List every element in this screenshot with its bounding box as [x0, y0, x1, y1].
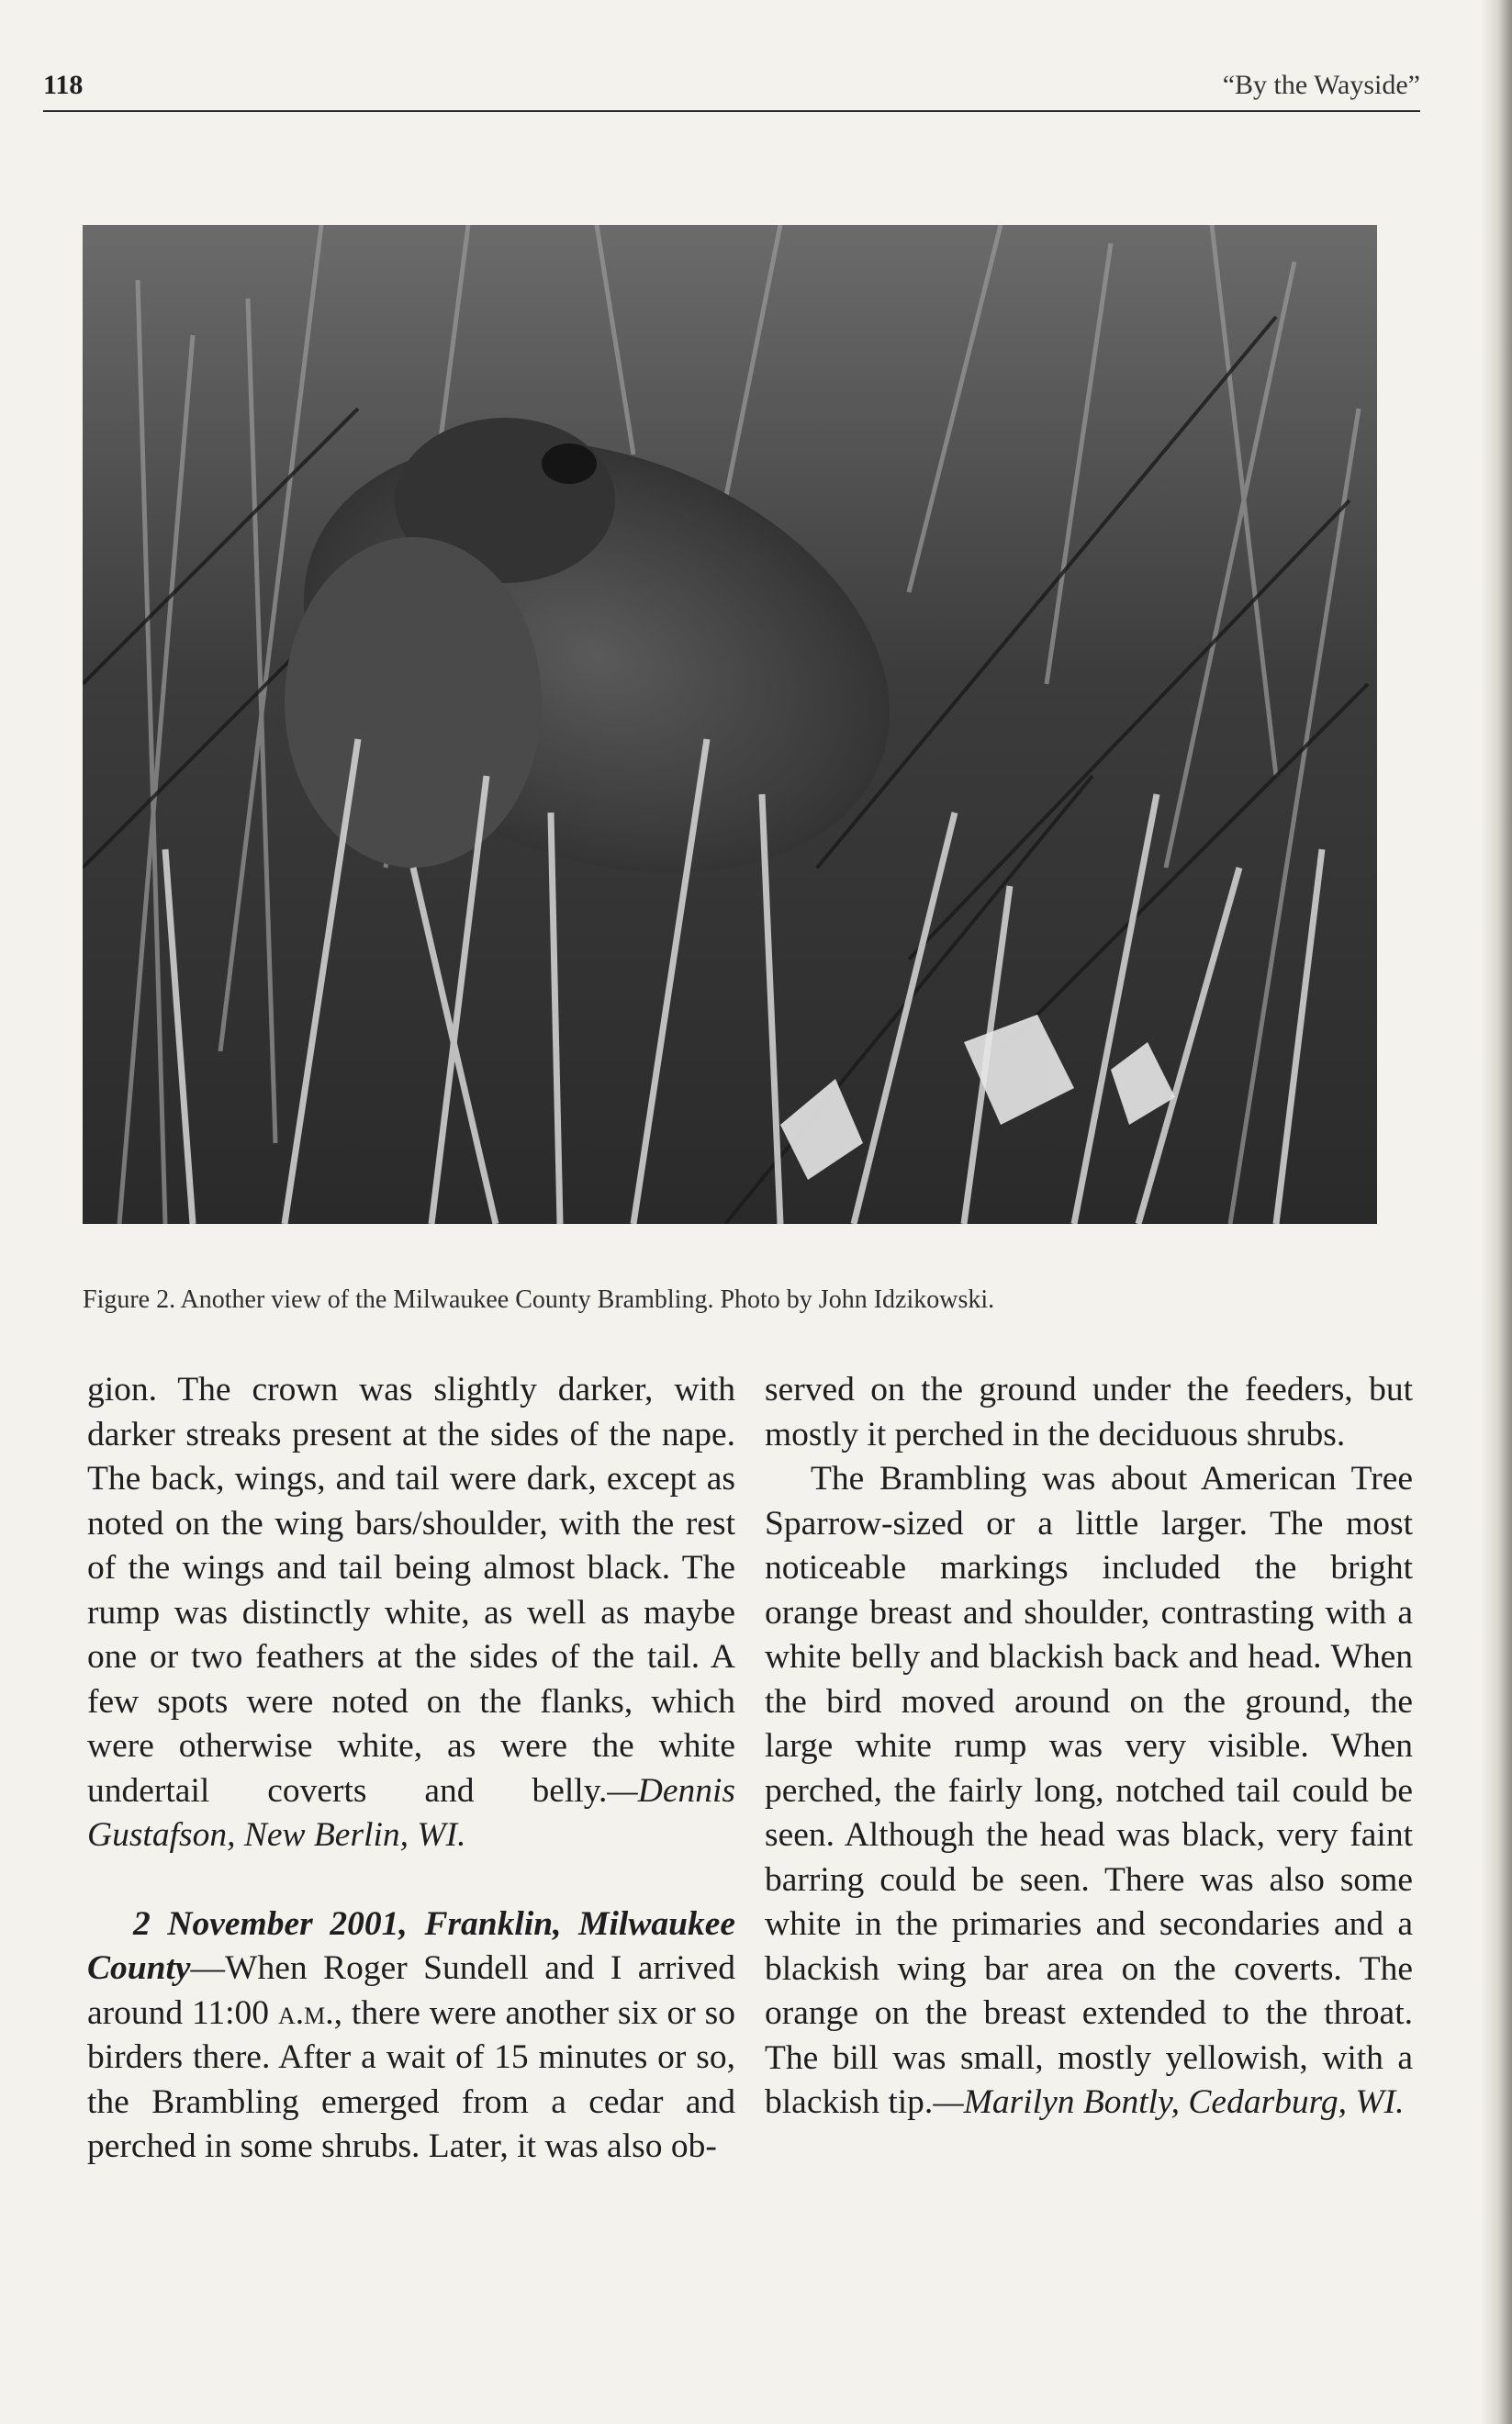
right-paragraph-1: served on the ground under the feeders, but mostly it perched in the deciduous shrubs. [765, 1371, 1413, 1453]
left-paragraph-2 [87, 1902, 735, 2170]
left-paragraph-2-text-b: , there were another six or so birders there. After a wait of 15 minutes or so, the Brambling emerged from a cedar and perched in some shrubs. Later, it was also ob- [87, 1993, 735, 2165]
page-number: 118 [43, 70, 84, 100]
right-paragraph-2 [765, 1457, 1413, 2126]
figure-caption: Figure 2. Another view of the Milwaukee County Brambling. Photo by John Idzikowski. [83, 1285, 995, 1314]
right-paragraph-2-text: The Brambling was about American Tree Sparrow-sized or a little larger. The most noticeable markings included the bright orange breast and shoulder, contrasting with a white belly and blackish back and head. When the bird moved around on the ground, the large white rump was very visible. When perched, the fairly long, notched tail could be seen. Although the head was black, very faint barring could be seen. There was also some white in the primaries and secondaries and a blackish wing bar area on the coverts. The orange on the breast extended to the throat. The bill was small, mostly yellowish, with a blackish tip. [765, 1460, 1413, 2121]
left-paragraph-1 [87, 1368, 735, 1858]
page-edge-shadow [1481, 0, 1512, 2424]
running-head: “By the Wayside” [1222, 70, 1420, 100]
page-header [43, 66, 1420, 112]
grass-and-bird-image [83, 225, 1377, 1224]
right-column [765, 1368, 1413, 2126]
time-suffix: a.m. [277, 1993, 334, 2032]
left-column [87, 1368, 735, 2170]
left-paragraph-1-signature: —Dennis Gustafson, New Berlin, WI. [87, 1771, 735, 1854]
left-paragraph-1-text: gion. The crown was slightly darker, with darker streaks present at the sides of the nape. The back, wings, and tail were dark, except as noted on the wing bars/shoulder, with the rest of the wings and tail being almost black. The rump was distinctly white, as well as maybe one or two feathers at the sides of the tail. A few spots were noted on the flanks, which were otherwise white, as were the white undertail coverts and belly. [87, 1371, 735, 1810]
left-paragraph-2-text-a: —When Roger Sundell and I arrived around 11:00 [87, 1949, 735, 2032]
brambling-photo [83, 225, 1377, 1224]
right-paragraph-2-signature: —Marilyn Bontly, Cedarburg, WI. [933, 2083, 1405, 2121]
entry-heading: 2 November 2001, Franklin, Milwaukee County [87, 1904, 735, 1987]
